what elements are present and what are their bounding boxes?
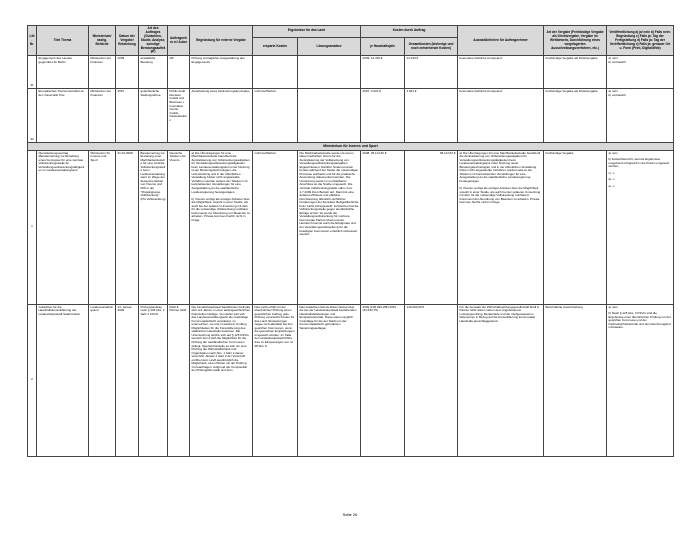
cell-titel: Dienstleistungsvertrag (Beratervertrag) zur Erstellung eines Konzeptes für eine zentrale Vollstreckungsstelle für Verwaltungsvollstreckungstätigkeit en im Landesverwaltungsamt bbox=[37, 150, 89, 304]
cell-nr: 31 bbox=[28, 56, 37, 89]
cell-loesung: Das Gutachten lieferte Erkenntnisse über die bei der Landeshauptstadt bestehenden Haushaltsbelastungen und Einsparpotenziale. Diese waren tauglich Grundlage für die der Stadt von der Kommunalaufsicht geforderten Sanierungsauflagen. bbox=[298, 304, 361, 456]
cell-art: Beratervertrag zur Erstellung einer Machbarkeitsstudie für eine zentrale Vollstreckungsstelle beim Landesverwaltungsamt im Wege der Zusammenarbeit von Vivento und MIS in der "Projektgruppe Vollstreckung" (PG Vollstreckung) bbox=[139, 150, 168, 304]
cell-auswahl: besondere fachliche Kompetenz bbox=[458, 89, 544, 143]
cell-vergabe: Beschränkte Ausschreibung bbox=[544, 304, 607, 456]
cell-ministerium: Ministerium der Finanzen bbox=[89, 89, 116, 143]
cell-auftragnehmer: Public Audit Revision GmbH und Business + Innovation Center GmbH, Kaiserslautern bbox=[168, 89, 190, 143]
cell-veroeffentlichung bbox=[607, 89, 674, 143]
cell-datum: 31.03.2008 bbox=[116, 150, 139, 304]
cell-ministerium: Ministerium für Inneres und Sport bbox=[89, 150, 116, 304]
cell-ersparte bbox=[253, 56, 298, 89]
cell-ministerium: Ministerium der Finanzen bbox=[89, 56, 116, 89]
col-header-vergabe: Art der Vergabe (Freihändige Vergabe als Direktvergabe, Vergabe im Wettbewerb, Durchführung eines vorgelagerten Ausschreibungsverfahren, etc.) bbox=[544, 26, 607, 56]
cell-loesung bbox=[298, 89, 361, 143]
veroeff-a: a) nein bbox=[608, 89, 618, 94]
cell-auftragnehmer: Rödl & Partner GbR bbox=[168, 304, 190, 456]
cell-auswahl: besondere fachliche Kompetenz bbox=[458, 56, 544, 89]
cell-vergabe: Freihändige Vergabe als Direktvergabe bbox=[544, 89, 607, 143]
cell-auftragnehmer: Deutsche Telekom AG Vivento bbox=[168, 150, 190, 304]
col-header-loesung: Lösungsansätze bbox=[298, 37, 361, 56]
cell-nr: 32 bbox=[28, 89, 37, 143]
veroeff-b: b) Nach § 125 Abs. 3 KSVG sind die Ergebnisse einer überörtlichen Prüfung nur der geprüften Kommune und der Fachaufsichtsbehörde und dem Rechnungshof mitzuteilen. bbox=[608, 311, 671, 330]
cell-ersparte: Das LaVA erfüllt mit der überörtlichen Prüfung einen gesetzlichen Auftrag, jede Prüfung verursacht Kosten für das Land. Einsparungen zeigen sich allenfalls bei den geprüften Kommunen, wenn die gemachten Empfehlungen umgesetzt werden. Im Falle der Landeshauptstadt führte dies zu Einsparungen von rd. 28 Mio. €. bbox=[253, 304, 298, 456]
cell-veroeffentlichung bbox=[607, 150, 674, 304]
col-header-datum: Datum der Vergabe/ Entstehung bbox=[116, 26, 139, 56]
col-header-kosten: Kosten durch Auftrag bbox=[361, 26, 458, 38]
veroeff-c: c) -/- bbox=[608, 170, 615, 175]
table-row bbox=[28, 304, 674, 456]
col-header-art: Art des Auftrages (Gutachten, Studie, Analyse, sonstige Beratungsaufträge) bbox=[139, 26, 168, 56]
col-header-titel: Titel Thema bbox=[37, 26, 89, 56]
page-number: Seite 26 bbox=[342, 512, 358, 517]
cell-vergabe: Freihändige Vergabe als Direktvergabe bbox=[544, 56, 607, 89]
cell-datum: 2009 bbox=[116, 56, 139, 89]
cell-gesamt: 35.114,52 € bbox=[405, 150, 458, 304]
col-header-begruendung: Begründung für externe Vergabe bbox=[190, 26, 253, 56]
cell-datum: 2007 bbox=[116, 89, 139, 143]
overview-table bbox=[27, 25, 674, 457]
col-header-veroeffentlichung: Veröffentlichung a) ja/ nein b) Falls nein: Begründung c) Falls ja: Tag der Fertigstellung d) Falls ja: Tag der Veröffentlichung e) Falls ja: genauer Ort u. Form (Print, Digital/Web) bbox=[607, 26, 674, 56]
veroeff-e: e) -/- bbox=[608, 183, 615, 188]
cell-titel: Gutachten für die Haushaltskonsolidierung der Landeshauptstadt Saarbrücken bbox=[37, 304, 89, 456]
cell-titel: Engagement des Landes gegenüber Air Berlin bbox=[37, 56, 89, 89]
cell-gesamt: 14.433 € bbox=[405, 56, 458, 89]
cell-art: gutachterliche Stellungnahme bbox=[139, 89, 168, 143]
cell-jahr: 2007: 4.931 € bbox=[361, 89, 405, 143]
cell-gesamt: 4.931 € bbox=[405, 89, 458, 143]
cell-loesung bbox=[298, 56, 361, 89]
cell-titel: Europäisches Tourismusinstitut an der Universität Trier bbox=[37, 89, 89, 143]
table-row bbox=[28, 150, 674, 304]
veroeff-a: a) nein bbox=[608, 56, 618, 61]
col-header-ersparte: ersparte Kosten bbox=[253, 37, 298, 56]
cell-nr: 1 bbox=[28, 150, 37, 304]
cell-nr: 2 bbox=[28, 304, 37, 456]
table-row bbox=[28, 56, 674, 89]
veroeff-a: a) nein bbox=[608, 304, 618, 309]
cell-veroeffentlichung bbox=[607, 56, 674, 89]
cell-auftragnehmer: NP bbox=[168, 56, 190, 89]
veroeff-b: b) Entwurfsbericht, weil die Ergebnisse umgehend erfolgreich in die Praxis umgesetzt wurden. bbox=[608, 157, 670, 169]
section-title: Ministerium für Inneres und Sport bbox=[28, 143, 674, 150]
col-header-nr: Lfd. Nr. bbox=[28, 26, 37, 56]
col-header-jahr: je Haushaltsjahr bbox=[361, 37, 405, 56]
cell-jahr: 2008: 35.114,52 € bbox=[361, 150, 405, 304]
table-row bbox=[28, 89, 674, 143]
veroeff-b: b) vertraulich bbox=[608, 59, 626, 64]
cell-vergabe: Freihändige Vergabe bbox=[544, 150, 607, 304]
cell-jahr: 2009 (106.396,25€) 2010 (33.643,75) bbox=[361, 304, 405, 456]
col-header-auswahl: Auswahlkriterien für Auftragnehmer bbox=[458, 26, 544, 56]
cell-begruendung: a) Die Übertragungen für eine Machbarkeitsstudie betreffend die Zentralisierung von Vollstreckungsaufgaben für Verwaltungsvollstreckungstätigkeiten beim Landesverwaltungsamt unter Nutzung neuer Beratungstechnologien, die Unterstützung und in der öffentlichen Verwaltung bisher nicht angewandte Verfahren wurden seitens der Telekom mit konkretisierten Vorstellungen für eine Ausgestaltung an die saarländische Landesregierung herangetragen. b) Vivento verfügt als einziger Anbieter über die Möglichkeit, sowohl in einer Studie, als auch bei der späteren Umsetzung mit dem für die notwendige Vollstreckung nutzbarer Instrumente zur Abordnung von Beamten zu arbeiten. Private kommen hierfür nicht in Frage. bbox=[190, 150, 253, 304]
cell-veroeffentlichung bbox=[607, 304, 674, 456]
col-header-gesamt: Gesamtkosten (bisherige und noch entstehende Kosten) bbox=[405, 37, 458, 56]
cell-gesamt: 140.000,00 € bbox=[405, 304, 458, 456]
veroeff-a: a) nein bbox=[608, 150, 618, 155]
cell-ersparte: nicht bezifferbar bbox=[253, 150, 298, 304]
veroeff-b: b) vertraulich bbox=[608, 92, 626, 97]
cell-auswahl: Für die Auswahl der Wirtschaftsprüfungsgesellschaft Rödl & Partner GbR waren neben dem Angebotspreis Leistungsumfang, Beratertiefe und die nachgewiesenen Referenzen in Bezug auf die Konsolidierung kommunaler Haushalte ausschlaggebend. bbox=[458, 304, 544, 456]
cell-loesung: Die Machbarkeitsstudie wurde mit einem klaren fachlichen Votum für die Zentralisierung der Vollstreckung von Verwaltungsvollstreckungsaufgaben abgeschlossen. Darüber hinaus konnten bereits während der Studie die notwendigen Prozesse erarbeitet und für die praktische Anwendung dokumentiert werden. Die Umsetzung wurde im unmittelbaren Anschluss an die Studie umgesetzt. Die zentrale Vollstreckungsstelle nahm zum 1.7.2009 ihren Betrieb auf. Damit ist eine äußerst effiziente und effektive Durchsetzung öffentlich-rechtlicher Forderungen der Zentralen Bußgeldbehörde beim LaVA sichergestellt. Inzwischen hat die Vollstreckungsstelle gegen ausdrückliche Erfolge erzielt. So wurde die Verwaltungsvollstreckung für mehrere kommunale Partner übernommen. Hierdurch konnte auch die Erfolgsrate und der Verwaltungsvollstreckung für die beteiligten Kommunen erheblich verbessert werden. bbox=[298, 150, 361, 304]
cell-ersparte: nicht bezifferbar bbox=[253, 89, 298, 143]
cell-begruendung: Ausarbeitung eines Optimierungskonzeptes bbox=[190, 89, 253, 143]
cell-art: anwaltliche Beratung bbox=[139, 56, 168, 89]
col-header-auftragnehmer: Auftragnehm er/ Autor bbox=[168, 26, 190, 56]
col-header-ministerium: Ministerium/ nachg. Behörde bbox=[89, 26, 116, 56]
cell-ministerium: Landesverwaltungsamt bbox=[89, 304, 116, 456]
cell-begruendung: Prüfung vertraglicher Ausgestaltung des Engagements bbox=[190, 56, 253, 89]
cell-datum: 14. Januar 2009 bbox=[116, 304, 139, 456]
col-header-ergebnisse: Ergebnisse für das Land bbox=[253, 26, 361, 38]
cell-begruendung: Die Landeshauptstadt Saarbrücken befindet sich seit Jahren in einer außergewöhnlichen finanziellen Notlage. Von daher sah sich das Landesverwaltungsamt als zuständige Kommunalaufsicht veranlasst, zu untersuchen, wo und in welchem Umfang Möglichkeiten für die Konsolidierung des städtischen Haushalts bestehen. Die Untersuchung stützte sich auf § 125 KSVG, wonach dem LaVA die Möglichkeit für die Prüfung der saarländischen Kommunen obliegt. Speziell handelte es sich um eine Prüfung der Wirtschaftlichkeit und Organisation nach Abs. 1 Satz 2 dieser Vorschrift. Absatz 2 Satz 2 der Vorschrift eröffnet dem LaVA ausdrücklich die Möglichkeit, einen Dritten mit der Prüfung zu beauftragen. Aufgrund der Komplexität der Prüfungsthematik und dem bbox=[190, 304, 253, 456]
cell-jahr: 2009: 14.433 € bbox=[361, 56, 405, 89]
header-row-1 bbox=[28, 26, 674, 38]
cell-art: Prüfungsauftrag nach § 125 Abs. 2 Satz 2 KSVG bbox=[139, 304, 168, 456]
cell-auswahl: a) Die Übertragungen für eine Machbarkeitsstudie betreffend die Zentralisierung von Vollstreckungsaufgaben für Verwaltungsvollstreckungstätigkeiten beim Landesverwaltungsamt unter Nutzung neuer Beratungstechnologien und in der öffentlichen Verwaltung bisher nicht angewandte Verfahren wurden seitens der Telekom mit konkretisierten Vorstellungen für eine Ausgestaltung an die saarländische Landesregierung herangetragen. b) Vivento verfügt als einziger Anbieter über die Möglichkeit, sowohl in einer Studie, als auch bei der späteren Umsetzung mit dem für die notwendige Vollstreckung nutzbarem Instrument der Abordnung von Beamten zu arbeiten. Private kommen hierfür nicht in Frage. bbox=[458, 150, 544, 304]
section-row bbox=[28, 143, 674, 150]
veroeff-d: d) -/- bbox=[608, 177, 615, 182]
